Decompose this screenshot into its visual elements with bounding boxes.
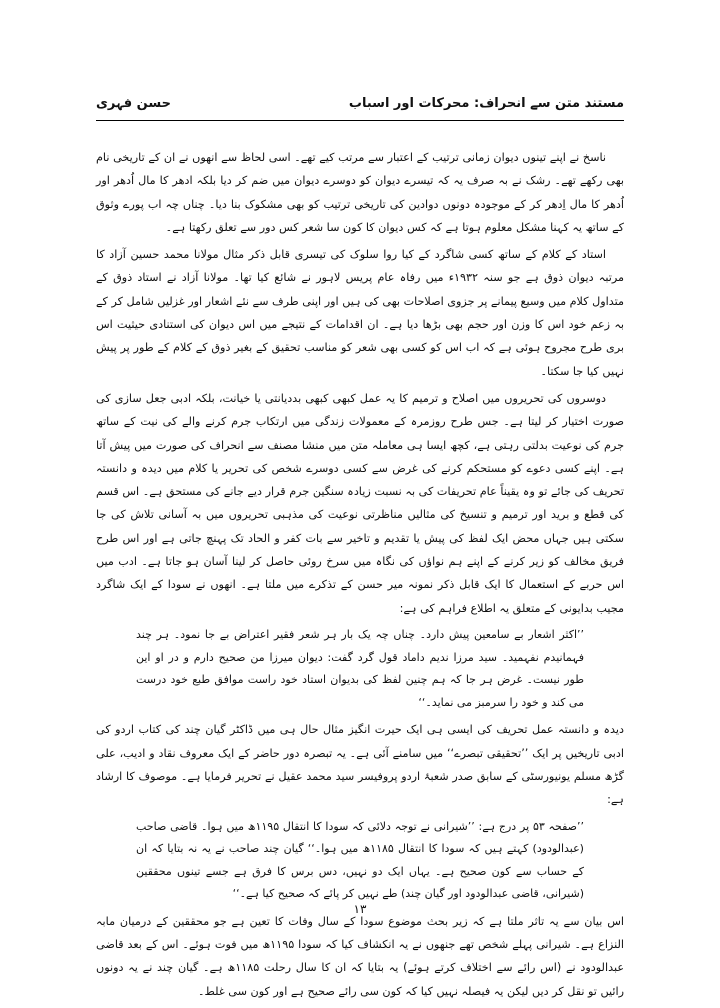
header-rule <box>96 120 624 121</box>
paragraph: دوسروں کی تحریروں میں اصلاح و ترمیم کا یہ عمل کبھی کبھی بددیانتی یا خیانت، بلکہ ادبی جعل سازی کی صورت اختیار کر لیتا ہے۔ جس طرح روزمرہ کے معمولات زندگی میں ارتکاب جرم کرنے والے کی نیت کے ساتھ جرم کی نوعیت بدلتی رہتی ہے، کچھ ایسا ہی معاملہ متن میں منشا مصنف سے انحراف کی صورت میں پیش آتا ہے۔ اپنے کسی دعوے کو مستحکم کرنے کی غرض سے کسی دوسرے شخص کی تحریر یا کلام میں دیدہ و دانستہ تحریف کی جائے تو وہ یقیناً عام تحریفات کی بہ نسبت زیادہ سنگین جرم قرار دیے جانے کی مستحق ہے۔ اس قسم کی قطع و برید اور ترمیم و تنسیخ کی مثالیں مناظرتی نوعیت کی مذہبی تحریروں میں بہ آسانی تلاش کی جا سکتی ہیں جہاں محض ایک لفظ کی پیش یا تقدیم و تاخیر سے بات کفر و الحاد تک پہنچ جاتی ہے اور اس طرح فریق مخالف کو زیر کرنے کے اپنے ہم نواؤں کی نگاہ میں سرخ روئی حاصل کر لینا آسان ہو جاتا ہے۔ ادب میں اس حربے کے استعمال کا ایک قابل ذکر نمونہ میر حسن کے تذکرے میں ملتا ہے۔ انھوں نے سودا کے ایک شاگرد مجیب بدایونی کے متعلق یہ اطلاع فراہم کی ہے: <box>96 391 624 615</box>
running-head-author: حسن فہری <box>96 96 171 111</box>
block-quote: ’’صفحہ ۵۳ پر درج ہے: ’’شیرانی نے توجہ دلائی کہ سودا کا انتقال ۱۱۹۵ھ میں ہوا۔ قاضی صاحب (عبدالودود) کہتے ہیں کہ سودا کا انتقال ۱۱۸۵ھ میں ہوا۔‘‘ گیان چند صاحب نے یہ نہ بتایا کہ ان کے حساب سے کون صحیح ہے۔ یہاں ایک دو نہیں، دس برس کا فرق ہے جسے تینوں محققین (شیرانی، قاضی عبدالودود اور گیان چند) طے نہیں کر پائے کہ صحیح کیا ہے۔‘‘ <box>136 819 585 901</box>
block-quote: ’’اکثر اشعار بے سامعین پیش دارد۔ چناں چہ یک بار ہر شعر فقیر اعتراض بے جا نمود۔ ہر چند فہمانیدم نفہمید۔ سید مرزا ندیم داماد قول گرد گفت: دیوان میرزا من صحیح دارم و در او این طور نیست۔ غرض ہر جا کہ ہم چنین لفظ کی بدیوان استاد خود راست موافق طبع خود درست می کند و خود را سرمبز می نماید۔‘‘ <box>136 627 584 709</box>
running-head-title: مستند متن سے انحراف: محرکات اور اسباب <box>348 96 624 111</box>
paragraph: دیدہ و دانستہ عمل تحریف کی ایسی ہی ایک حیرت انگیز مثال حال ہی میں ڈاکٹر گیان چند کی کتاب اردو کی ادبی تاریخیں پر ایک ’’تحقیقی تبصرے‘‘ میں سامنے آئی ہے۔ یہ تبصرہ دور حاضر کے ایک معروف نقاد و ادیب، علی گڑھ مسلم یونیورسٹی کے سابق صدر شعبۂ اردو پروفیسر سید محمد عقیل نے تحریر فرمایا ہے۔ موصوف کا ارشاد ہے: <box>96 723 624 807</box>
paragraph: ناسخ نے اپنے تینوں دیوان زمانی ترتیب کے اعتبار سے مرتب کیے تھے۔ اسی لحاظ سے انھوں نے ان کے تاریخی نام بھی رکھے تھے۔ رشک نے بہ صرف یہ کہ تیسرے دیوان کو دوسرے دیوان میں ضم کر دیا بلکہ ادھر کا مال اُدھر اور اُدھر کا مال اِدھر کر کے موجودہ دونوں دوادین کی تاریخی ترتیب کو بھی مشکوک بنا دیا۔ چناں چہ اب پورے وثوق کے ساتھ یہ کہنا مشکل معلوم ہوتا ہے کہ کس دیوان کا کون سا شعر کس دور سے تعلق رکھتا ہے۔ <box>96 151 624 234</box>
paragraph: استاد کے کلام کے ساتھ کسی شاگرد کے کیا روا سلوک کی تیسری قابل ذکر مثال مولانا محمد حسین آزاد کا مرتبہ دیوان ذوق ہے جو سنہ ۱۹۳۲ء میں رفاہ عام پریس لاہور نے شائع کیا تھا۔ مولانا آزاد نے استاد ذوق کے متداول کلام میں وسیع پیمانے پر جزوی اصلاحات بھی کی ہیں اور اپنی طرف سے نئے اشعار اور غزلیں شامل کر کے بہ زعم خود اس کا وزن اور حجم بھی بڑھا دیا ہے۔ ان اقدامات کے نتیجے میں اس دیوان کی استنادی حیثیت اس بری طرح مجروح ہوئی ہے کہ اب اس کو کسی بھی شعر کو مناسب تحقیق کے بغیر ذوق کے کلام کے طور پر پیش نہیں کیا جا سکتا۔ <box>96 248 625 378</box>
paragraph: اس بیان سے یہ تاثر ملتا ہے کہ زیر بحث موضوع سودا کے سال وفات کا تعین ہے جو محققین کے درمیان مابہ النزاع ہے۔ شیرانی پہلے شخص تھے جنھوں نے یہ انکشاف کیا کہ سودا ۱۱۹۵ھ میں فوت ہوئے۔ اس کے بعد قاضی عبدالودود نے (اس رائے سے اختلاف کرتے ہوئے) یہ بتایا کہ ان کا سال رحلت ۱۱۸۵ھ ہے۔ گیان چند نے یہ دونوں رائیں تو نقل کر دیں لیکن یہ فیصلہ نہیں کیا کہ کون سی رائے صحیح ہے اور کون سی غلط۔ <box>96 914 624 998</box>
running-head <box>96 96 624 122</box>
page-number: ۱۳ <box>353 902 367 916</box>
